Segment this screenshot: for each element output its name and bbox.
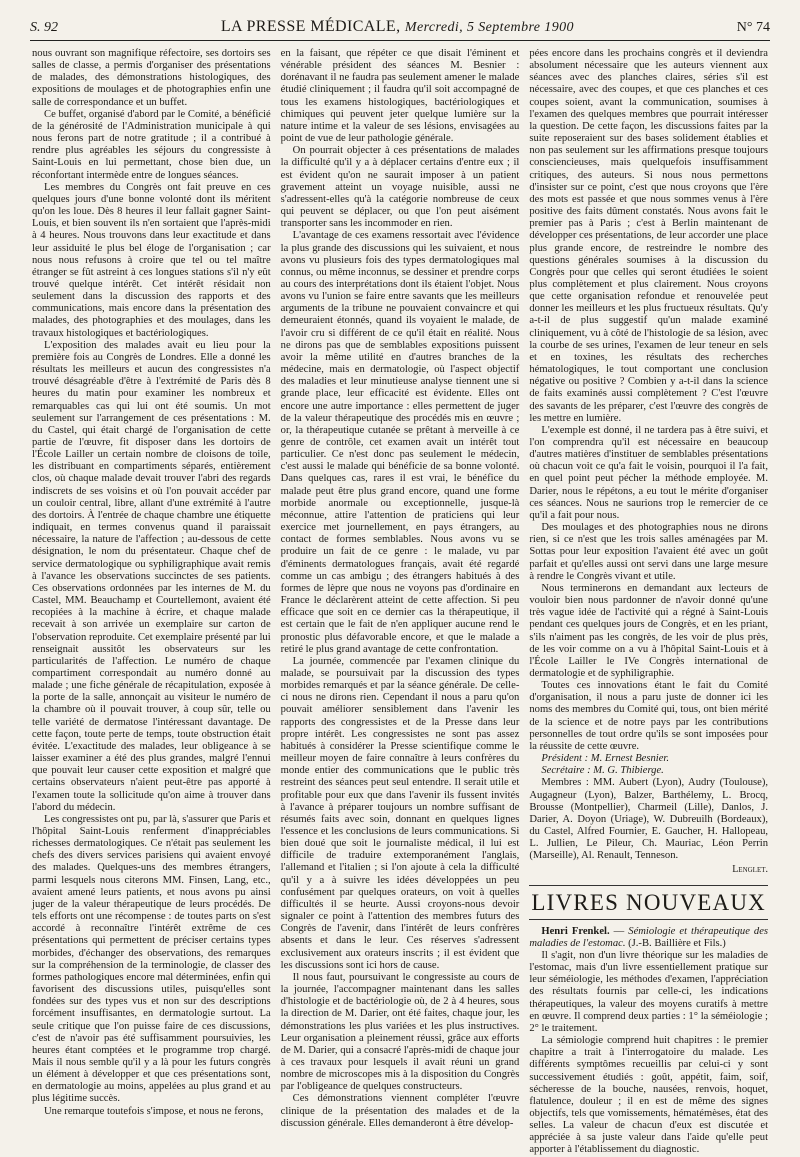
book-title: Sémiologie et thérapeutique des maladies de l'estomac. xyxy=(529,925,769,949)
running-header xyxy=(30,14,770,36)
paragraph: Une remarque toutefois s'impose, et nous ne ferons, xyxy=(44,1105,264,1117)
paragraph: Il nous faut, poursuivant le congressiste au cours de la journée, l'accompagner maintenant dans les salles d'histologie et de bactériologie où, de 2 à 4 heures, sous la direction de M. Darier, ont été faites, chaque jour, les démonstrations les plus variées et les plus instructives. Leur organisation a pleinement réussi, grâce aux efforts de M. Darier, qui a consacré l'après-midi de chaque jour à ces travaux pour lesquels il avait réuni un grand nombre de microscopes mis à la disposition du Congrès par l'obligeance de quelques constructeurs. xyxy=(280,971,520,1093)
paragraph: L'exemple est donné, il ne tardera pas à être suivi, et l'on comprendra qu'il est nécessaire en beaucoup d'autres matières d'instituer de semblables présentations où chacun voit ce qu'a fait le voisin, pourquoi il l'a fait, en quel point peut pécher la méthode employée. M. Darier, nous le répétons, a eu tout le mérite d'organiser ces séances. Nous ne saurions trop le remercier de ce qu'il a fait pour nous. xyxy=(529,424,769,521)
column-3 xyxy=(529,48,769,1156)
paragraph: L'exposition des malades avait eu lieu pour la première fois au Congrès de Londres. Elle a donné les résultats les meilleurs et aucun des congressistes n'a trouvé désagréable d'être à l'extrémité de Paris dès 8 heures du matin pour examiner les nombreux et remarquables cas qui lui ont été soumis. Un mot seulement sur l'arrangement de ces présentations : M. du Castel, qui était chargé de l'organisation de cette partie de l'œuvre, fit disposer dans les dortoirs de l'École Lailler un certain nombre de cloisons de toile, les distribuant en compartiments séparés, entièrement clos, où chaque malade devait trouver l'abri des regards indiscrets de ses voisins et où l'on pouvait accéder par un couloir central, libre, allant d'une extrémité à l'autre des dortoirs. À l'entrée de chaque chambre une étiquette indiquait, en termes convenus quand il paraissait nécessaire, la nature de l'affection ; au-dessous de cette désignation, le nom du présentateur. Chaque chef de service dermatologique ou syphiligraphique avait remis à l'avance les observations succinctes de ses patients. Ces observations ordonnées par les internes de M. du Castel, MM. Beauchamp et Courtellemont, avaient été recopiées à la machine à écrire, et chaque malade recevait à son arrivée un exemplaire sur carton de l'observation reproduite. Cet exemplaire présenté par lui renseignait aussitôt les observateurs sur les particularités de l'affection. Le numéro de chaque compartiment correspondait au numéro donné au malade ; une fiche générale de récapitulation, exposée à la porte de la salle, annonçait au visiteur le numéro de la chambre où il pouvait trouver, à coup sûr, telle ou telle variété de dermatose l'intéressant davantage. De cette façon, toute perte de temps, toute obstruction était évitée. L'exactitude des malades, leur obligeance à se laisser examiner a été des plus grandes, malgré l'ennui que pouvait leur causer cette exposition et malgré que certains observateurs n'aient peut-être pas apporté à l'examen toute la sollicitude qu'on aime à trouver dans l'abord du médecin. xyxy=(32,339,271,813)
section-heading: LIVRES NOUVEAUX xyxy=(531,889,766,915)
section-divider xyxy=(529,885,768,886)
issue-number: N° 74 xyxy=(736,20,770,35)
publication-title xyxy=(221,18,574,36)
paragraph: On pourrait objecter à ces présentations de malades la difficulté qu'il y a à déplacer certains d'entre eux ; il est évident qu'on ne saurait imposer à un patient gravement atteint un voyage nuisible, aussi ne s'adressent-elles qu'à la catégorie nombreuse de ceux qui peuvent se déplacer, ou que l'on peut aisément transporter sans les incommoder en rien. xyxy=(280,145,520,230)
committee-list xyxy=(529,753,768,862)
paragraph: Les membres du Congrès ont fait preuve en ces quelques jours d'une bonne volonté dont ils méritent qu'on les loue. Dès 8 heures il leur fallait gagner Saint-Louis, et bien souvent ils n'en sortaient que l'après-midi à 4 heures. Nous trouvons dans leur exactitude et dans leur assiduité le plus bel éloge de l'organisation ; car nous nous refusons à croire que tel ou tel maître étranger se fût astreint à ces longues stations s'il n'y eût trouvé quelque intérêt. Cet intérêt résidait non seulement dans la discussion des rapports et des communications, mais encore dans la présentation des malades, des photographies et des moulages, dans les travaux histologiques et bactériologiques. xyxy=(32,181,271,339)
section-divider xyxy=(529,919,768,920)
book-author: Henri Frenkel. xyxy=(541,925,610,937)
paragraph: La sémiologie comprend huit chapitres : le premier chapitre a trait à l'interrogatoire du malade. Les différents symptômes recueillis par celui-ci y sont successivement étudiés : goût, appétit, faim, soif, sécheresse de la bouche, nausées, renvois, hoquet, flatulence, douleur ; il en est de même des signes objectifs, tels que vomissements, hématémèses, état des selles. La valeur de chacun d'eux est discutée et appréciée à sa juste valeur dans l'aide qu'elle peut apporter à l'établissement du diagnostic. xyxy=(529,1035,769,1156)
paragraph: La journée, commencée par l'examen clinique du malade, se poursuivait par la discussion des types morbides remarqués et par la séance générale. De celle-ci nous ne dirons rien. Cependant il nous a paru qu'on pouvait améliorer sensiblement dans l'avenir les rapports des congressistes et de la Presse dans leur propre intérêt. Les congressistes ne sont pas assez habitués à considérer la Presse scientifique comme le meilleur moyen de faire connaître à leurs confrères du monde entier des communications que le public très restreint des séances peut seul entendre. Il serait utile et profitable pour eux que dans l'avenir ils fussent invités à l'avance à préparer toujours un nombre suffisant de résumés faits avec soin, donnant en quelques lignes l'essence et les conclusions de leurs communications. Si bien doué que soit le journaliste médical, il lui est difficile de traduire extemporanément l'anglais, l'allemand et l'italien ; si l'on ajoute à cela la difficulté qu'il y a à suivre les idées développées un peu confusément par quelques orateurs, on voit à quelles difficultés il se heurte. Aussi croyons-nous devoir signaler ce point à l'attention des membres futurs des Congrès de l'avenir, dans l'intérêt de leurs confrères absents et dans le leur. Ces réserves s'adressent exclusivement aux orateurs inscrits ; il est évident que les discussions sont ici hors de cause. xyxy=(280,655,520,971)
committee-members: Membres : MM. Aubert (Lyon), Audry (Toulouse), Augagneur (Lyon), Balzer, Barthélemy, L. Brocq, Brousse (Montpellier), Charmeil (Lille), Danlos, J. Darier, A. Doyon (Uriage), W. Dubreuilh (Bordeaux), du Castel, Alfred Fournier, E. Gaucher, H. Hallopeau, L. Jullien, Le Pileur, Ch. Mauriac, Léon Perrin (Marseille), Al. Renault, Tenneson. xyxy=(529,777,769,862)
column-2 xyxy=(281,48,520,1136)
column-1 xyxy=(32,48,271,1136)
paragraph: pées encore dans les prochains congrès et il deviendra absolument nécessaire que les auteurs viennent aux séances avec des planches claires, séries s'il est nécessaire, avec des coupes, et que ces planches et ces coupes soient, avant la communication, soumises à l'examen des quelques membres que pourrait intéresser la question. De cette façon, les discussions faites par la suite reposeraient sur des bases solidement établies et non pas seulement sur les affirmations presque toujours consciencieuses, mais quelquefois insuffisamment critiques, des auteurs. Si nous nous permettons d'insister sur ce point, c'est que nous croyons que l'ère des mots est passée et que nous sommes venus à l'ère positive des faits dûment constatés. Nous avons fait le premier pas à Paris ; c'est à Berlin maintenant de développer ces présentations, de leur accorder une place plus grande encore, de restreindre le nombre des questions générales soumises à la discussion du Congrès pour que celles qui seront étudiées le soient plus complètement et plus clairement. Nous croyons que cette organisation refondue et renouvelée peut donner les meilleurs et les plus fructueux résultats. Qu'y a-t-il de plus suggestif qu'un malade examiné cliniquement, vu à côté de l'histologie de sa lésion, avec la courbe de ses urines, l'examen de leur teneur en sels et en toxines, les résultats des recherches hématologiques, le tout comportant une conclusion négative ou positive ? Combien y a-t-il dans la science de faits examinés aussi complètement ? C'est l'œuvre des savants de les préparer, c'est l'œuvre des congrès de les mettre en lumière. xyxy=(529,48,769,424)
book-review-heading: Henri Frenkel. — Sémiologie et thérapeutique des maladies de l'estomac. (J.-B. Baillière et Fils.) xyxy=(529,925,769,949)
paragraph: Des moulages et des photographies nous ne dirons rien, si ce n'est que les trois salles aménagées par M. Sottas pour leur exposition l'avaient été avec un goût parfait et qu'elles aussi ont servi dans une large mesure à rendre le Congrès vivant et utile. xyxy=(529,522,769,582)
issue-date: Mercredi, 5 Septembre 1900 xyxy=(404,20,574,35)
committee-president: Président : M. Ernest Besnier. xyxy=(541,753,670,765)
paragraph: L'avantage de ces examens ressortait avec l'évidence la plus grande des discussions qui les suivaient, et nous avons vu plusieurs fois des types dermatologiques mal connus, ou même inconnus, se dessiner et prendre corps au cours des interprétations dont ils étaient l'objet. Nous avons vu l'union se faire entre savants que les meilleurs arguments de la tribune ne pouvaient convaincre et qui demeuraient étonnés, quand ils voyaient le malade, de l'avoir cru si différent de ce qu'il était en réalité. Nous ne dirons pas que de semblables expositions puissent avoir la même utilité en d'autres branches de la médecine, mais en dermatologie, où l'aspect objectif des maladies et leur minutieuse analyse tiennent une si grande place, leur efficacité est évidente. Elles ont encore une autre importance : elles permettent de juger de la valeur thérapeutique des procédés mis en œuvre ; or, la thérapeutique cutanée se prêtant à merveille à ce genre de contrôle, cet examen avait un intérêt tout particulier. Ce n'est donc pas seulement le médecin, c'est aussi le malade qui bénéficie de sa bonne volonté. Dans quelques cas, rares il est vrai, le bénéfice du malade peut être plus grand encore, quand une forme morbide anormale ou exceptionnelle, jusque-là méconnue, attire l'attention de praticiens qui leur exercice met journellement, en pays étrangers, au contact de formes semblables. Nous avons vu se produire un fait de ce genre : le malade, vu par d'éminents dermatologues français, avait été regardé comme un cas ambigu ; des étrangers habitués à des formes de lèpre que nous ne voyons pas d'ordinaire en France le déclarèrent atteint de cette affection. Si peu efficace que soit en ce dernier cas la thérapeutique, il est certain que le fait de n'en appliquer aucune rend le pronostic plus défavorable encore, et que le malade a retiré le plus grand avantage de cette confrontation. xyxy=(280,230,520,655)
journal-name: LA PRESSE MÉDICALE, xyxy=(220,18,401,35)
paragraph: nous ouvrant son magnifique réfectoire, ses dortoirs ses salles de classe, a permis d'organiser des présentations de malades, des démonstrations histologiques, des expositions de moulages et de photographies enfin une salle de correspondance et un buffet. xyxy=(32,48,271,108)
paragraph: Nous terminerons en demandant aux lecteurs de vouloir bien nous pardonner de n'avoir donné qu'une très vague idée de l'activité qui a régné à Saint-Louis pendant ces quelques jours de Congrès, et en les priant, s'ils n'aiment pas les congrès, de les voir de plus près, de les voir comme on a vu à l'hôpital Saint-Louis et à l'École Lailler le IVe Congrès international de dermatologie et de syphiligraphie. xyxy=(529,582,769,679)
header-rule xyxy=(30,40,770,41)
article-columns xyxy=(32,48,769,1156)
page-number: S. 92 xyxy=(30,20,58,35)
committee-secretary: Secrétaire : M. G. Thibierge. xyxy=(541,765,664,777)
paragraph: Il s'agit, non d'un livre théorique sur les maladies de l'estomac, mais d'un livre essentiellement pratique sur leur séméiologie, les méthodes d'examen, l'appréciation des résultats fournis par celle-ci, les indications thérapeutiques, la valeur des moyens curatifs à mettre en œuvre. Il comprend deux parties : 1° la séméiologie ; 2° le traitement. xyxy=(529,949,769,1034)
paragraph: en la faisant, que répéter ce que disait l'éminent et vénérable président des séances M. Besnier : dorénavant il ne faudra pas seulement amener le malade étudié cliniquement ; il faudra qu'il soit accompagné de tous les examens histologiques, bactériologiques et chimiques qui peuvent jeter quelque lumière sur la nature intime et la valeur de ses lésions, envisagées au point de vue de leur pathologie générale. xyxy=(280,48,520,145)
paragraph: Ces démonstrations viennent compléter l'œuvre clinique de la présentation des malades et de la discussion générale. Elles demanderont à être dévelop- xyxy=(280,1093,520,1129)
paragraph: Toutes ces innovations étant le fait du Comité d'organisation, il nous a paru juste de donner ici les noms des membres du Comité qui, tous, ont bien mérité de la science et de notre pays par les contributions personnelles de tout ordre qu'ils se sont imposées pour la réussite de cette œuvre. xyxy=(529,680,769,752)
paragraph: Ce buffet, organisé d'abord par le Comité, a bénéficié de la générosité de l'Administration municipale à qui nous ferons part de notre gratitude ; il a contribué à rendre plus agréables les séjours du congressiste à Saint-Louis en lui permettant, chose bien due, un réconfortant intermède entre de longues séances. xyxy=(32,108,271,181)
book-publisher: (J.-B. Baillière et Fils.) xyxy=(628,937,726,949)
author-signature: Lenglet. xyxy=(732,864,769,876)
paragraph: Les congressistes ont pu, par là, s'assurer que Paris et l'hôpital Saint-Louis renferment d'inappréciables richesses dermatologiques. Ce n'était pas seulement les chefs des divers services parisiens qui avaient envoyé des malades. Quelques-uns des membres étrangers, parmi lesquels nous citerons MM. Finsen, Lang, etc., avaient amené leurs patients, et nous avons pu ainsi juger de la valeur thérapeutique de leurs procédés. De tels efforts ont une récompense : de toutes parts on s'est accordé à reconnaître l'intérêt extrême de ces présentations qui permettent de préciser certains types morbides, d'échanger des observations, des remarques sur la compréhension de la terminologie, de classer des formes pathologiques encore mal déterminées, enfin qui favorisent des discussions utiles, puisqu'elles sont fondées sur des types vus et non sur des descriptions forcément insuffisantes, en dermatologie surtout. La seule critique que l'on puisse faire de ces discussions, c'est de n'avoir pas été suffisamment poursuivies, les heures étant comptées et le programme trop chargé. Mais il nous semble qu'il y a là pour les futurs congrès un élément à développer et que ces présentations sont, en dermatologie au moins, appelées au plus grand et au plus légitime succès. xyxy=(32,813,271,1105)
